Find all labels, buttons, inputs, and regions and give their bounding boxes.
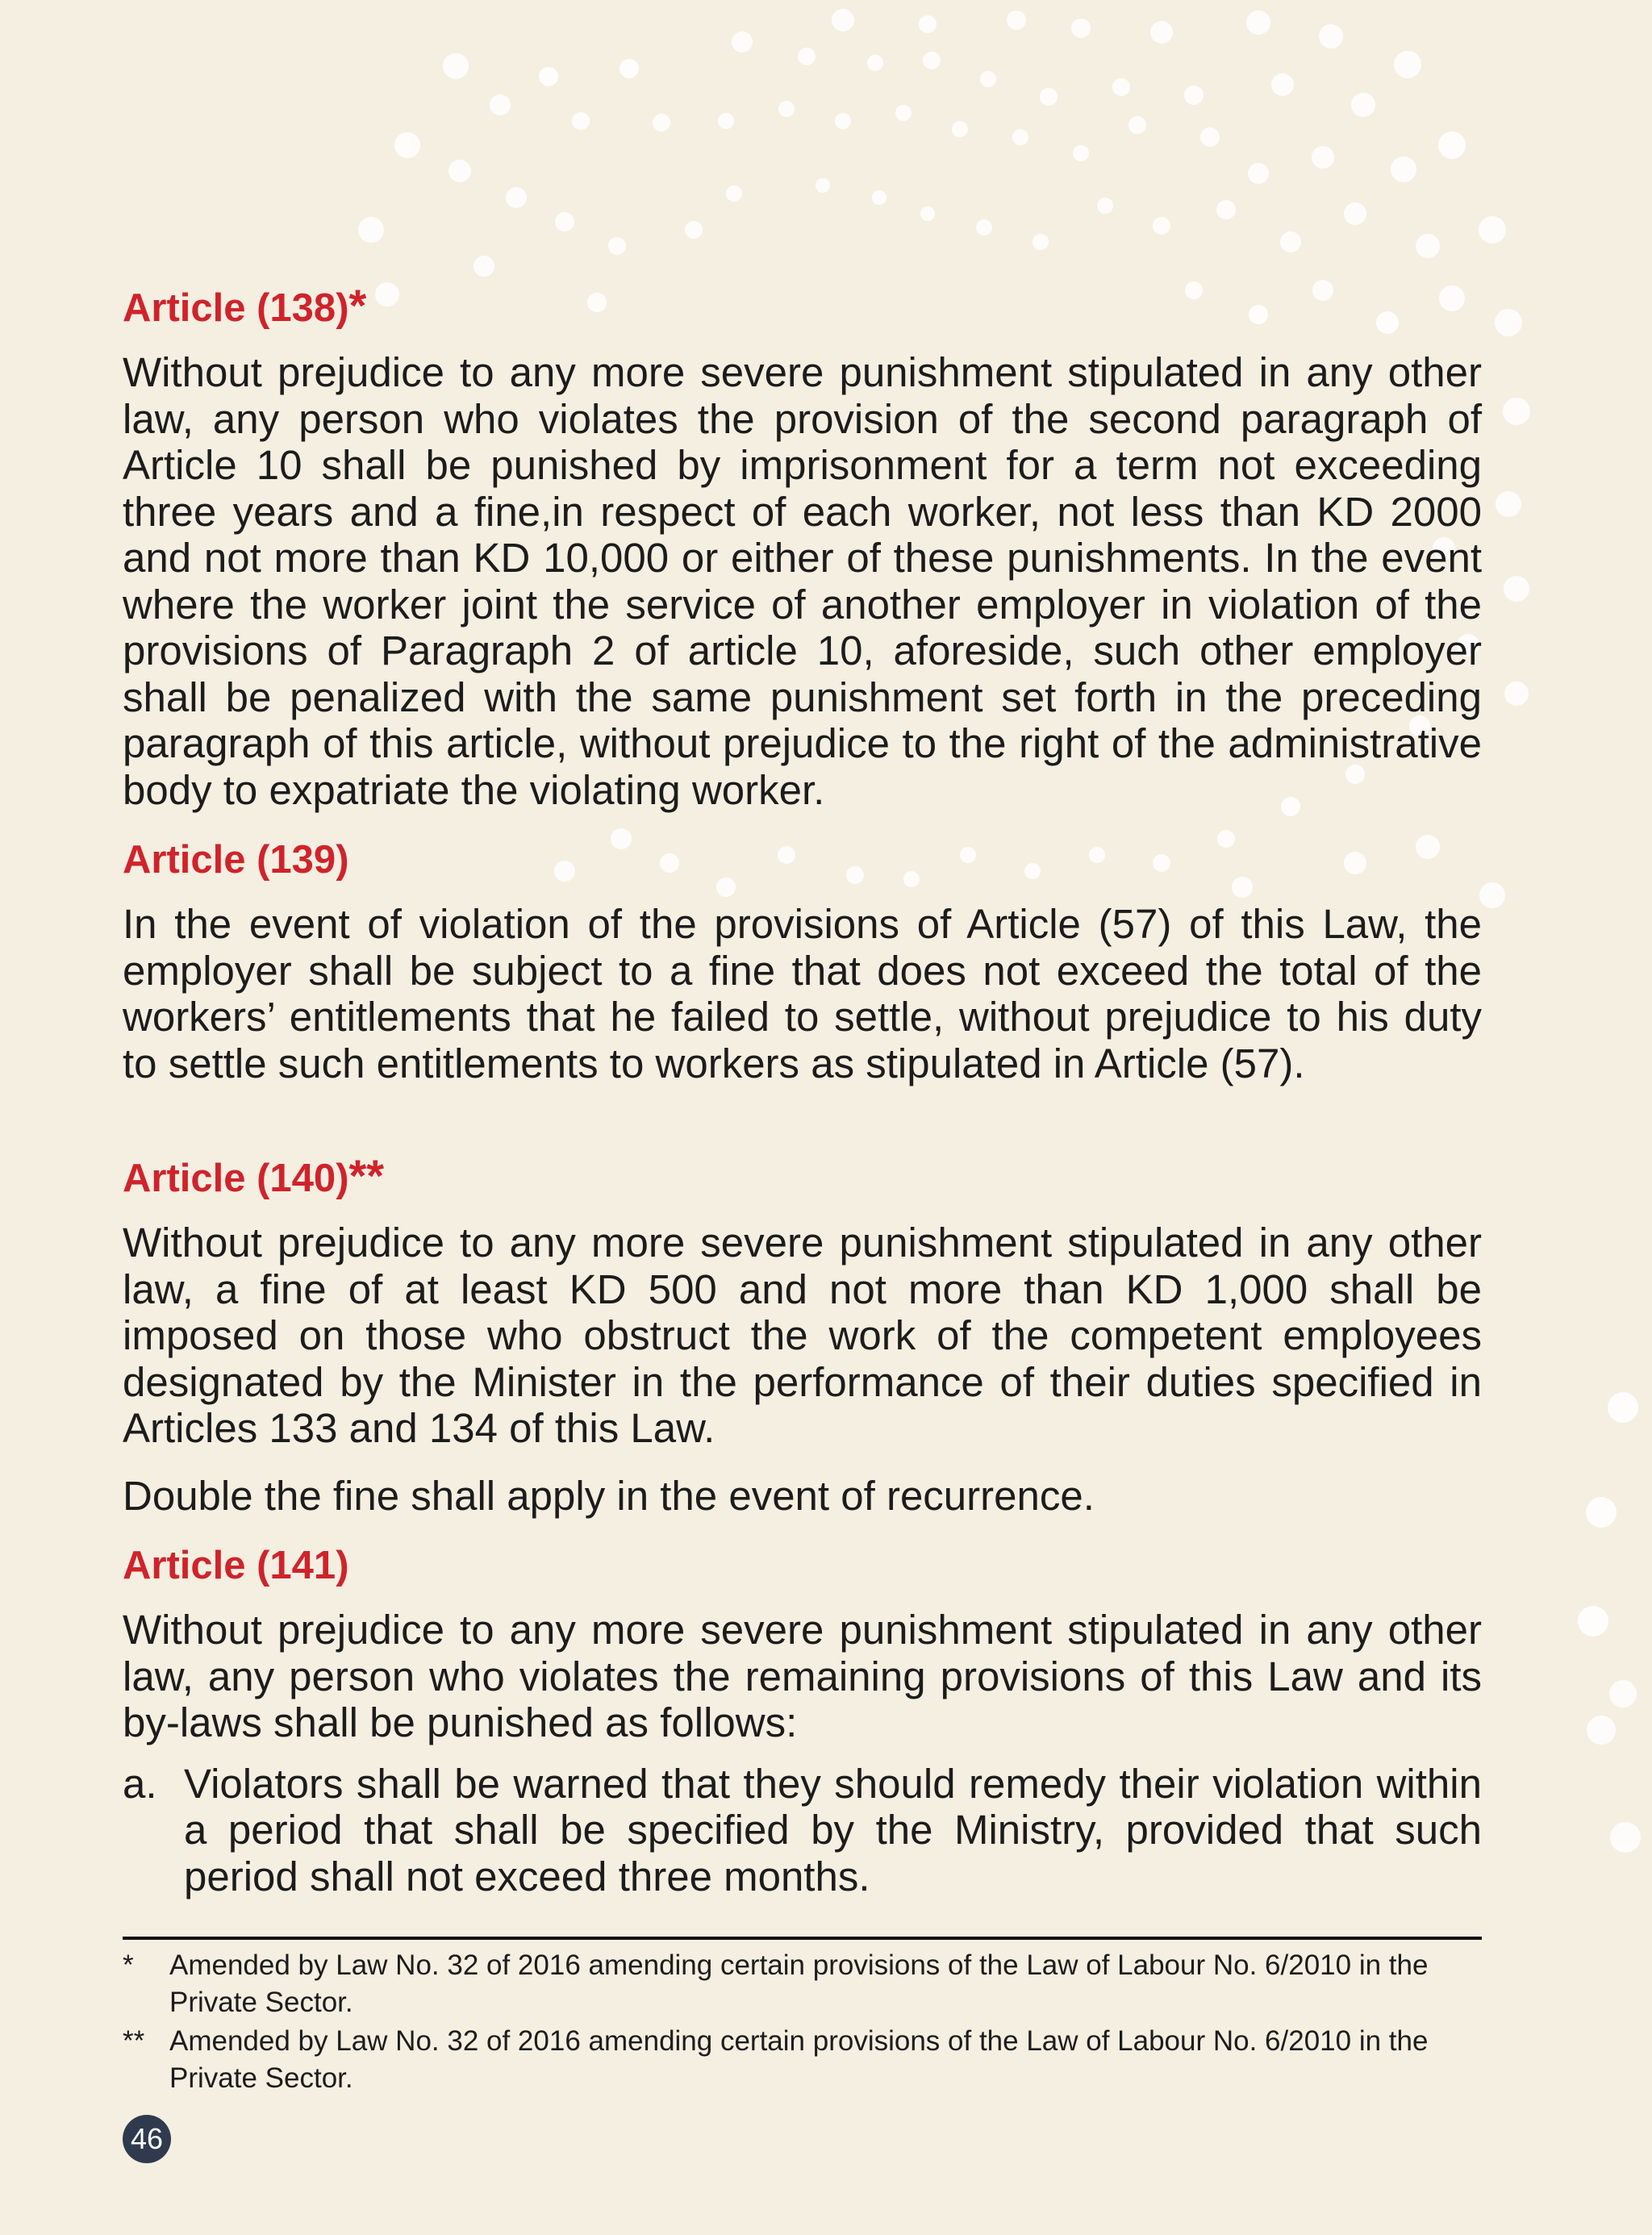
footnote-marker: ** xyxy=(348,1150,385,1201)
list-item-text: Violators shall be warned that they should remedy their violation within a period that shall be specified by the Ministry, provided that such period shall not exceed three months. xyxy=(184,1760,1482,1899)
article-140 xyxy=(123,1150,1482,1519)
article-heading-text: Article (138) xyxy=(123,286,349,330)
article-heading xyxy=(123,1540,1482,1589)
footnote xyxy=(123,1947,1482,2021)
article-paragraph: Without prejudice to any more severe punishment stipulated in any other law, a fine of at least KD 500 and not more than KD 1,000 shall be imposed on those who obstruct the work of the competent employees designated by the Minister in the performance of their duties specified in Articles 133 and 134 of this Law. xyxy=(123,1220,1482,1451)
article-138 xyxy=(123,282,1482,813)
list-item xyxy=(123,1761,1482,1900)
footnote-marker: * xyxy=(348,280,367,331)
page-number-badge: 46 xyxy=(123,2115,171,2163)
article-heading-text: Article (140) xyxy=(123,1157,349,1200)
article-heading-text: Article (139) xyxy=(123,838,349,882)
footnote-marker: * xyxy=(123,1949,134,1981)
article-heading xyxy=(123,282,1482,331)
article-body xyxy=(123,282,1482,1899)
footnote-marker: ** xyxy=(123,2025,145,2057)
article-paragraph: Double the fine shall apply in the event of recurrence. xyxy=(123,1472,1095,1519)
article-paragraph: Without prejudice to any more severe punishment stipulated in any other law, any person who violates the provision of the second paragraph of Article 10 shall be punished by imprisonment for a term not exceeding three years and a fine,in respect of each worker, not less than KD 2000 and not more than KD 10,000 or either of these punishments. In the event where the worker joint the service of another employer in violation of the provisions of Paragraph 2 of article 10, aforeside, such other employer shall be penalized with the same punishment set forth in the preceding paragraph of this article, without prejudice to the right of the administrative body to expatriate the violating worker. xyxy=(123,349,1482,813)
article-paragraph: Without prejudice to any more severe punishment stipulated in any other law, any person who violates the remaining provisions of this Law and its by-laws shall be punished as follows: xyxy=(123,1607,1482,1745)
footnote-text: Amended by Law No. 32 of 2016 amending certain provisions of the Law of Labour No. 6/2010 in the Private Sector. xyxy=(169,1949,1429,2018)
article-139 xyxy=(123,834,1482,1086)
footnote-divider xyxy=(123,1937,1482,1940)
footnote-text: Amended by Law No. 32 of 2016 amending certain provisions of the Law of Labour No. 6/2010 in the Private Sector. xyxy=(169,2025,1429,2094)
list-marker: a. xyxy=(123,1760,157,1807)
article-paragraph: In the event of violation of the provisions of Article (57) of this Law, the employer shall be subject to a fine that does not exceed the total of the workers’ entitlements that he failed to settle, without prejudice to his duty to settle such entitlements to workers as stipulated in Article (57). xyxy=(123,901,1482,1086)
article-heading xyxy=(123,834,1482,883)
footnotes xyxy=(123,1947,1482,2099)
article-heading xyxy=(123,1150,1482,1202)
article-heading-text: Article (141) xyxy=(123,1544,349,1587)
footnote xyxy=(123,2023,1482,2097)
article-141 xyxy=(123,1540,1482,1899)
